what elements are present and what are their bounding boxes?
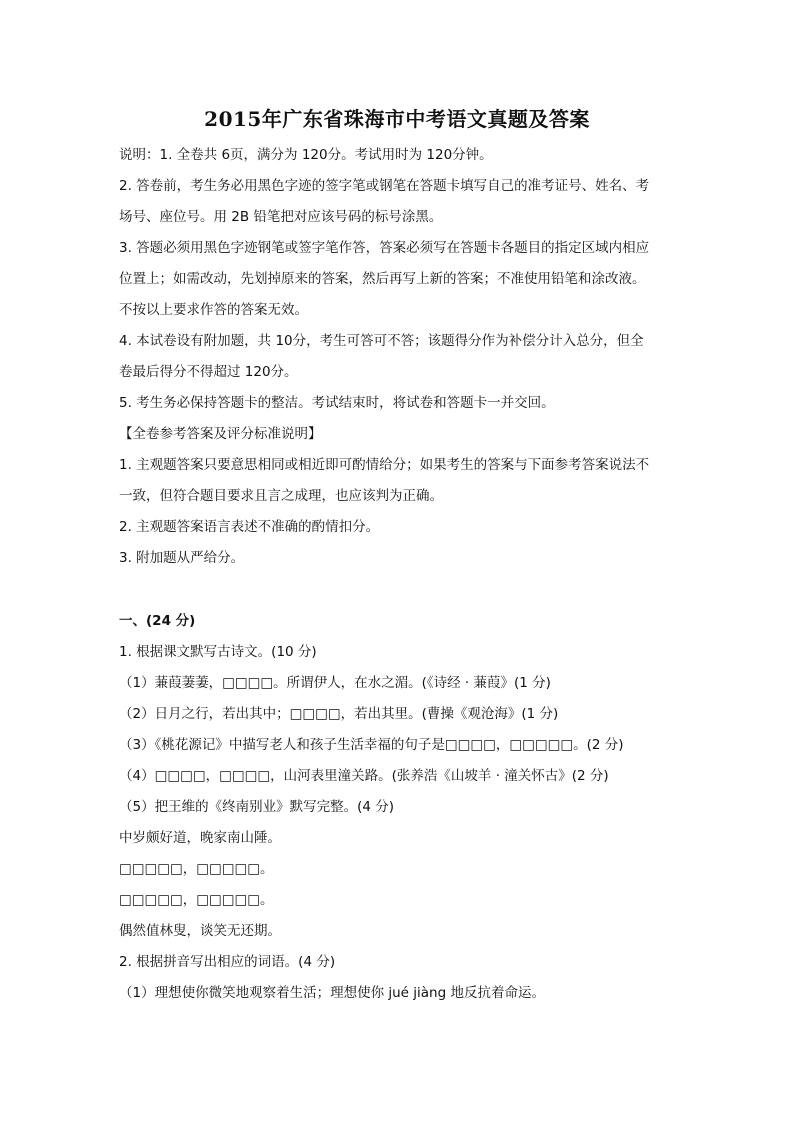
instruction-line: 5. 考生务必保持答题卡的整洁。考试结束时，将试卷和答题卡一并交回。 bbox=[119, 395, 555, 411]
question-line: （2）日月之行，若出其中；□□□□，若出其里。(曹操《观沧海》(1 分) bbox=[119, 706, 559, 722]
poem-line: 偶然值林叟，谈笑无还期。 bbox=[119, 923, 281, 939]
instruction-line: 2. 答卷前，考生务必用黑色字迹的签字笔或钢笔在答题卡填写自己的准考证号、姓名、考 bbox=[119, 178, 650, 194]
instruction-line: 卷最后得分不得超过 120分。 bbox=[119, 364, 298, 380]
instruction-line: 不按以上要求作答的答案无效。 bbox=[119, 302, 308, 318]
page-title: 2015年广东省珠海市中考语文真题及答案 bbox=[204, 107, 590, 131]
scoring-line: 1. 主观题答案只要意思相同或相近即可酌情给分；如果考生的答案与下面参考答案说法不 bbox=[119, 457, 650, 473]
question-line: （5）把王维的《终南别业》默写完整。(4 分) bbox=[119, 799, 395, 815]
poem-line: 中岁颇好道，晚家南山陲。 bbox=[119, 830, 281, 846]
poem-line: □□□□□，□□□□□。 bbox=[119, 892, 274, 908]
scoring-line: 2. 主观题答案语言表述不准确的酌情扣分。 bbox=[119, 519, 380, 535]
question-line: 2. 根据拼音写出相应的词语。(4 分) bbox=[119, 954, 336, 970]
question-line: （1）理想使你微笑地观察着生活；理想使你 jué jiàng 地反抗着命运。 bbox=[119, 985, 545, 1001]
instruction-line: 3. 答题必须用黑色字迹钢笔或签字笔作答，答案必须写在答题卡各题目的指定区域内相应 bbox=[119, 240, 650, 256]
part-one-heading: 一、(24 分) bbox=[119, 613, 196, 629]
instruction-line: 4. 本试卷设有附加题，共 10分，考生可答可不答；该题得分作为补偿分计入总分，但全 bbox=[119, 333, 644, 349]
instruction-line: 说明：1. 全卷共 6页，满分为 120分。考试用时为 120分钟。 bbox=[119, 147, 493, 163]
scoring-line: 一致，但符合题目要求且言之成理，也应该判为正确。 bbox=[119, 488, 443, 504]
instruction-line: 位置上；如需改动，先划掉原来的答案，然后再写上新的答案；不准使用铅笔和涂改液。 bbox=[119, 271, 646, 287]
question-line: 1. 根据课文默写古诗文。(10 分) bbox=[119, 644, 317, 660]
instruction-line: 场号、座位号。用 2B 铅笔把对应该号码的标号涂黑。 bbox=[119, 209, 443, 225]
question-line: （4）□□□□，□□□□，山河表里潼关路。(张养浩《山坡羊 · 潼关怀古》(2 分) bbox=[119, 768, 609, 784]
question-line: （1）蒹葭萋萋，□□□□。所谓伊人，在水之湄。(《诗经 · 蒹葭》(1 分) bbox=[119, 675, 551, 691]
section-heading-scoring: 【全卷参考答案及评分标准说明】 bbox=[119, 426, 322, 442]
poem-line: □□□□□，□□□□□。 bbox=[119, 861, 274, 877]
question-line: （3）《桃花源记》中描写老人和孩子生活幸福的句子是□□□□，□□□□□。(2 分) bbox=[119, 737, 624, 753]
scoring-line: 3. 附加题从严给分。 bbox=[119, 550, 245, 566]
